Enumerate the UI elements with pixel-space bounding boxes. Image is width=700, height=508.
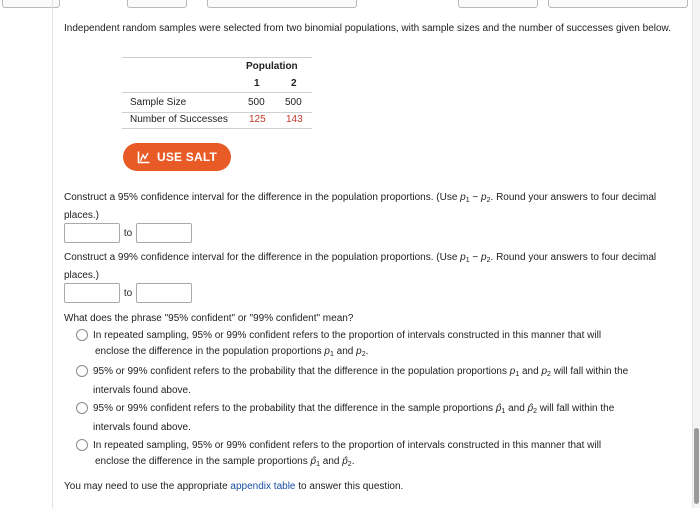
ci95-upper-input[interactable] [136, 223, 192, 243]
option-4-text: In repeated sampling, 95% or 99% confident refers to the proportion of intervals constructed in this manner that will enclose the difference in the sample proportions $p̂_1$ and $p̂_2$. [93, 440, 602, 468]
scroll-thumb[interactable] [694, 428, 699, 504]
toolbar-button[interactable] [548, 0, 688, 8]
question-intro [64, 22, 680, 36]
toolbar-button[interactable] [458, 0, 538, 8]
appendix-table-link[interactable]: appendix table [230, 481, 296, 492]
to-label: to [123, 287, 133, 299]
toolbar-button[interactable] [127, 0, 187, 8]
population-header: Population [246, 61, 298, 72]
part-b-prompt: Construct a 99% confidence interval for the difference in the population proportions. (Use $p_1 - p_2$. Round your answers to four decimal places.) [64, 252, 657, 281]
option-3-text: 95% or 99% confident refers to the probability that the difference in the sample proportions $p̂_1$ and $p̂_2$ will fall within the intervals found above. [93, 403, 615, 433]
option-1-text: In repeated sampling, 95% or 99% confident refers to the proportion of intervals constructed in this manner that will enclose the difference in the population proportions $p_1$ and $p_2$. [93, 330, 602, 358]
use-salt-button[interactable] [123, 143, 231, 171]
column-2-header: 2 [291, 78, 297, 89]
salt-chart-icon [137, 150, 151, 164]
row-label-successes: Number of Successes [130, 114, 228, 125]
scrollbar[interactable] [692, 0, 700, 508]
row-label-sample-size: Sample Size [130, 97, 187, 108]
ci99-lower-input[interactable] [64, 283, 120, 303]
ci95-lower-input[interactable] [64, 223, 120, 243]
part-b-answer-row [64, 283, 192, 303]
use-salt-label: USE SALT [156, 150, 218, 164]
to-label: to [123, 227, 133, 239]
successes-pop1: 125 [249, 114, 266, 125]
left-divider [52, 0, 53, 508]
radio-option-3[interactable] [76, 402, 88, 414]
footer-note: You may need to use the appropriate appendix table to answer this question. [64, 481, 404, 492]
part-a-answer-row [64, 223, 192, 243]
sample-size-pop2: 500 [285, 97, 302, 108]
part-c-prompt: What does the phrase "95% confident" or "99% confident" mean? [64, 313, 354, 324]
toolbar-button[interactable] [207, 0, 357, 8]
radio-option-2[interactable] [76, 365, 88, 377]
top-toolbar [0, 0, 700, 10]
radio-option-1[interactable] [76, 329, 88, 341]
column-1-header: 1 [254, 78, 260, 89]
intro-text: Independent random samples were selected from two binomial populations, with sample sizes and the number of successes given below. [64, 23, 671, 34]
ci99-upper-input[interactable] [136, 283, 192, 303]
option-2-text: 95% or 99% confident refers to the probability that the difference in the population proportions $p_1$ and $p_2$ will fall within the intervals found above. [93, 366, 629, 396]
successes-pop2: 143 [286, 114, 303, 125]
sample-size-pop1: 500 [248, 97, 265, 108]
part-a-prompt: Construct a 95% confidence interval for the difference in the population proportions. (Use $p_1 - p_2$. Round your answers to four decimal places.) [64, 192, 657, 221]
radio-option-4[interactable] [76, 439, 88, 451]
